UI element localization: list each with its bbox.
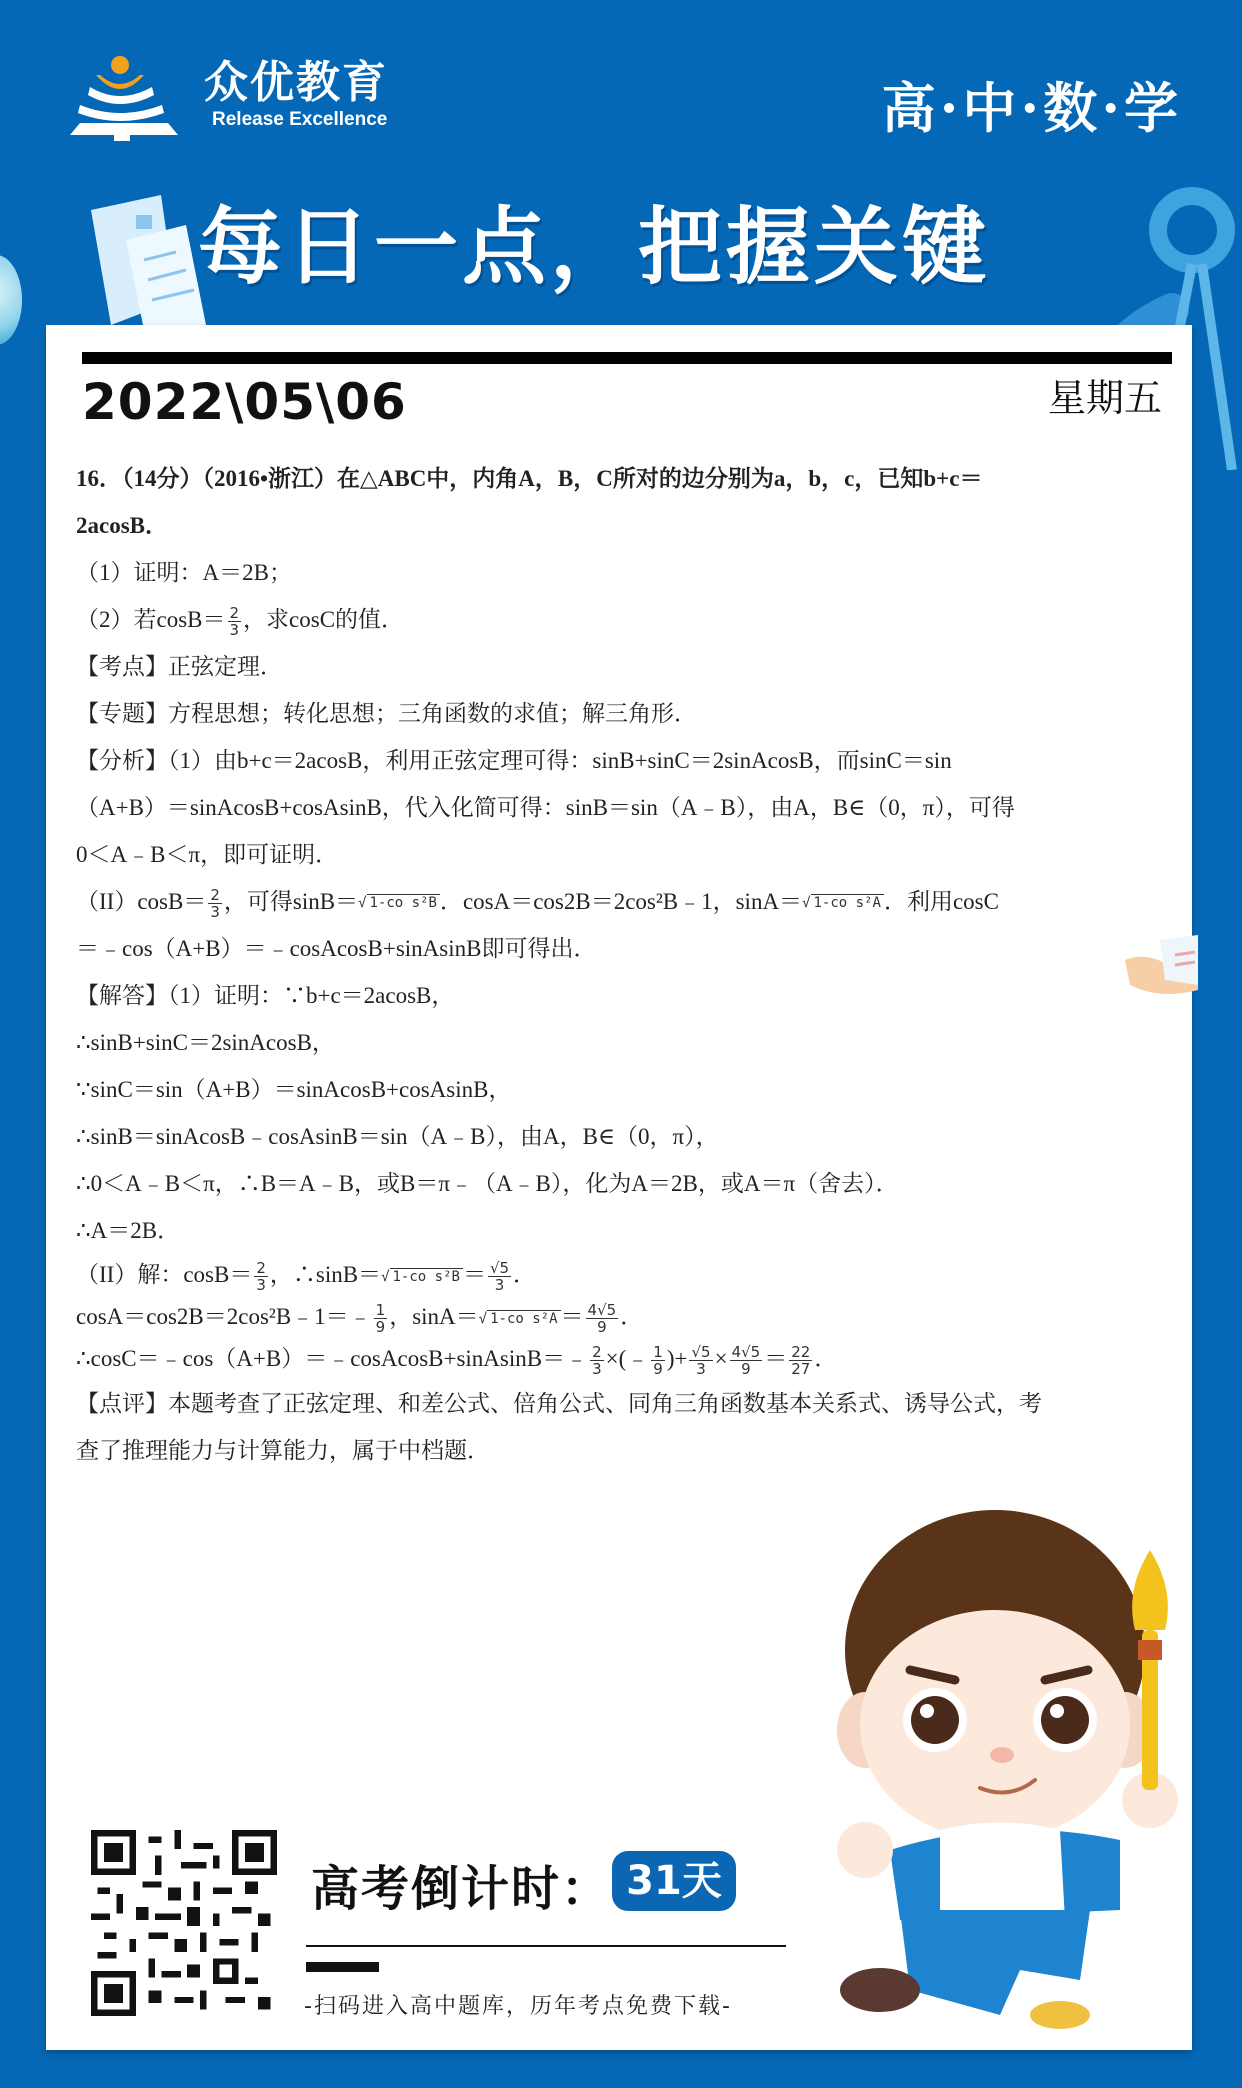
numerator: 2: [592, 1343, 602, 1362]
denominator: 3: [210, 903, 220, 922]
mascot-illustration: [820, 1470, 1190, 2030]
fraction: [730, 1344, 763, 1377]
text: ，sinA＝: [389, 1304, 479, 1329]
text: ＝: [462, 1262, 486, 1287]
text: ∴cosC＝﹣cos（A+B）＝﹣cosAcosB+sinAsinB＝: [76, 1346, 566, 1371]
radicand: 1-co s²B: [367, 894, 440, 911]
part-2-text: （2）若cosB＝: [76, 607, 226, 632]
fraction: [651, 1344, 665, 1377]
numerator: 1: [375, 1301, 386, 1320]
scan-instruction: -扫码进入高中题库，历年考点免费下载-: [304, 1994, 732, 2019]
comment-line-1: 【点评】本题考查了正弦定理、和差公式、倍角公式、同角三角函数基本关系式、诱导公式，考: [76, 1391, 1042, 1416]
brand-logo: [68, 55, 388, 141]
denominator: 27: [791, 1360, 811, 1379]
text: （II）cosB＝: [76, 889, 207, 914]
text: ．: [814, 1346, 838, 1371]
part-2-text-end: ，求cosC的值．: [243, 607, 405, 632]
denominator: 9: [375, 1318, 386, 1337]
text: ．: [513, 1262, 537, 1287]
fraction: [228, 605, 242, 638]
solution-line-8: cosA＝cos2B＝2cos²B﹣1＝﹣ $\frac{1}{9}$ ，sinA＝√ 1-co s²A ＝ $\frac{4√5}{9}$ ．: [76, 1296, 1176, 1338]
fraction: [374, 1302, 388, 1335]
problem-part-2: [76, 596, 1176, 643]
countdown-badge: 31天: [612, 1851, 736, 1911]
numerator: 4√5: [731, 1343, 761, 1362]
headline: 每日一点，把握关键: [198, 198, 991, 296]
text: cosA＝cos2B＝2cos²B﹣1＝: [76, 1304, 349, 1329]
radicand: 1-co s²B: [390, 1268, 463, 1285]
date: 2022\05\06: [82, 373, 407, 431]
analysis-line-1: 【分析】（1）由b+c＝2acosB，利用正弦定理可得：sinB+sinC＝2sinAcosB，而sinC＝sin: [76, 748, 952, 773]
radicand: 1-co s²A: [811, 894, 884, 911]
radicand: 1-co s²A: [487, 1310, 560, 1327]
analysis-line-4: [76, 878, 1176, 925]
fraction: [590, 1344, 604, 1377]
denominator: 3: [592, 1360, 602, 1379]
solution-line-2: ∴sinB+sinC＝2sinAcosB，: [76, 1030, 335, 1055]
part-1-text: （1）证明：A＝2B；: [76, 560, 292, 585]
zhuanti: 【专题】方程思想；转化思想；三角函数的求值；解三角形．: [76, 701, 697, 726]
numerator: √5: [691, 1343, 711, 1362]
weekday: 星期五: [1047, 376, 1162, 420]
square-root: √ 1-co s²A: [802, 880, 884, 927]
solution-line-3: ∵sinC＝sin（A+B）＝sinAcosB+cosAsinB，: [76, 1077, 512, 1102]
papers-icon: [86, 190, 206, 340]
denominator: 3: [494, 1276, 505, 1295]
qr-code[interactable]: [91, 1830, 277, 2016]
comment-line-2: 查了推理能力与计算能力，属于中档题．: [76, 1438, 490, 1463]
solution-line-4: ∴sinB＝sinAcosB﹣cosAsinB＝sin（A﹣B），由A，B∈（0，π），: [76, 1124, 719, 1149]
text: （II）解：cosB＝: [76, 1262, 253, 1287]
square-root: √ 1-co s²B: [381, 1256, 463, 1298]
square-root: √ 1-co s²B: [358, 880, 440, 927]
problem-statement: 16．（14分）（2016•浙江）在△ABC中，内角A，B，C所对的边分别为a，b，c，已知b+c＝: [76, 466, 983, 491]
text: ．: [620, 1304, 644, 1329]
denominator: 3: [696, 1360, 706, 1379]
solution-line-1: 【解答】（1）证明：∵b+c＝2acosB，: [76, 983, 455, 1008]
fraction: [208, 887, 222, 920]
denominator: 9: [653, 1360, 663, 1379]
numerator: 2: [256, 1259, 266, 1278]
paper-icon: [1120, 930, 1200, 1010]
text: ×(: [605, 1346, 627, 1371]
solution-line-9: ∴cosC＝﹣cos（A+B）＝﹣cosAcosB+sinAsinB＝﹣ $\frac{2}{3}$ ×(﹣ $\frac{1}{9}$ )+ $\frac{√5}{3}$ × $\frac{4√5}{9}$ ＝ $\frac{22}{27}$ ．: [76, 1343, 838, 1379]
countdown-label: 高考倒计时：: [311, 1861, 612, 1917]
problem-content: [76, 455, 1176, 1474]
kaodian: 【考点】正弦定理．: [76, 654, 283, 679]
fraction: [488, 1260, 511, 1293]
denominator: 9: [597, 1318, 607, 1337]
numerator: 2: [210, 886, 220, 905]
text: ．cosA＝cos2B＝2cos²B﹣1，sinA＝: [439, 889, 803, 914]
numerator: 22: [791, 1343, 811, 1362]
solution-line-5: ∴0＜A﹣B＜π，∴B＝A﹣B，或B＝π﹣（A﹣B），化为A＝2B，或A＝π（舍去）．: [76, 1171, 899, 1196]
denominator: 3: [229, 621, 240, 640]
analysis-line-3: 0＜A﹣B＜π，即可证明．: [76, 842, 339, 867]
text: )+: [666, 1346, 688, 1371]
brand-name-en: Release Excellence: [212, 109, 388, 130]
decorative-bubble: [0, 255, 22, 345]
brand-name-cn: 众优教育: [204, 57, 388, 108]
numerator: 4√5: [587, 1301, 617, 1320]
analysis-line-5: ＝﹣cos（A+B）＝﹣cosAcosB+sinAsinB即可得出．: [76, 936, 597, 961]
divider: [82, 352, 1172, 364]
text: ，∴sinB＝: [269, 1262, 382, 1287]
fraction: [789, 1344, 812, 1377]
subject-title: 高·中·数·学: [881, 76, 1182, 140]
text: ．利用cosC: [883, 889, 999, 914]
text: ＝: [764, 1346, 788, 1371]
fraction: [689, 1344, 712, 1377]
numerator: √5: [489, 1259, 510, 1278]
divider: [306, 1945, 786, 1947]
text: ，可得sinB＝: [223, 889, 359, 914]
denominator: 3: [256, 1276, 266, 1295]
analysis-line-2: （A+B）＝sinAcosB+cosAsinB，代入化简可得：sinB＝sin（A﹣B），由A，B∈（0，π），可得: [76, 795, 1015, 820]
numerator: 2: [229, 604, 240, 623]
fraction: [586, 1302, 619, 1335]
fraction: [254, 1260, 268, 1293]
problem-statement-cont: 2acosB．: [76, 513, 168, 538]
solution-line-6: ∴A＝2B．: [76, 1218, 181, 1243]
numerator: 1: [653, 1343, 663, 1362]
text: ×: [714, 1346, 728, 1371]
logo-mark-icon: [68, 55, 180, 141]
problem-part-1: [76, 549, 1176, 596]
text: ＝: [560, 1304, 584, 1329]
divider: [306, 1962, 379, 1972]
denominator: 9: [741, 1360, 751, 1379]
solution-line-7: [76, 1254, 1176, 1296]
square-root: √ 1-co s²A: [479, 1298, 561, 1340]
